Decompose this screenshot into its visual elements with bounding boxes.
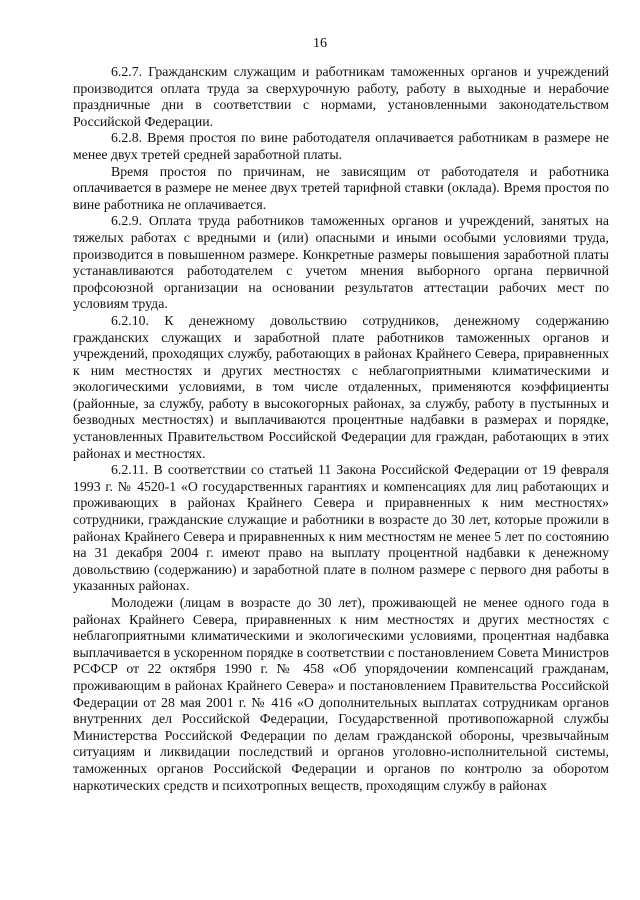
paragraph-6-2-9: 6.2.9. Оплата труда работников таможенных органов и учреждений, занятых на тяжелых работах с вредными и (или) опасными и иными особыми условиями труда, производится в повышенном размере. Конкретные размеры повышения заработной платы устанавливаются работодателем с учетом мнения выборного органа первичной профсоюзной организации на основании результатов аттестации рабочих мест по условиям труда. <box>73 213 609 312</box>
paragraph-youth: Молодежи (лицам в возрасте до 30 лет), проживающей не менее одного года в районах Крайнего Севера, приравненных к ним местностях и других местностях с неблагоприятными климатическими и экологическими условиями, процентная надбавка выплачивается в ускоренном порядке в соответствии с постановлением Совета Министров РСФСР от 22 октября 1990 г. № 458 «Об упорядочении компенсаций гражданам, проживающим в районах Крайнего Севера» и постановлением Правительства Российской Федерации от 28 мая 2001 г. № 416 «О дополнительных выплатах сотрудникам органов внутренних дел Российской Федерации, Государственной противопожарной службы Министерства Российской Федерации по делам гражданской обороны, чрезвычайным ситуациям и ликвидации последствий и органов уголовно-исполнительной системы, таможенных органов Российской Федерации и органов по контролю за оборотом наркотических средств и психотропных веществ, проходящим службу в районах <box>73 595 609 793</box>
paragraph-6-2-8: 6.2.8. Время простоя по вине работодателя оплачивается работникам в размере не менее двух третей средней заработной платы. <box>73 130 609 162</box>
paragraph-6-2-11: 6.2.11. В соответствии со статьей 11 Закона Российской Федерации от 19 февраля 1993 г. № 4520-1 «О государственных гарантиях и компенсациях для лиц работающих и проживающих в районах Крайнего Севера и приравненных к ним местностях» сотрудники, гражданские служащие и работники в возрасте до 30 лет, которые прожили в районах Крайнего Севера и приравненных к ним местностям не менее 5 лет по состоянию на 31 декабря 2004 г. имеют право на выплату процентной надбавки к денежному довольствию (содержанию) и заработной плате в полном размере с первого дня работы в указанных районах. <box>73 462 609 594</box>
page-number: 16 <box>313 36 327 51</box>
paragraph-6-2-10: 6.2.10. К денежному довольствию сотрудников, денежному содержанию гражданских служащих и заработной плате работников таможенных органов и учреждений, проходящих службу, работающих в районах Крайнего Севера, приравненных к ним местностях и других местностях с неблагоприятными климатическими и экологическими условиями, в том числе отдаленных, применяются коэффициенты (районные, за службу, работу в высокогорных районах, за службу, работу в пустынных и безводных местностях) и выплачиваются процентные надбавки в размерах и порядке, установленных Правительством Российской Федерации для граждан, работающих в этих районах и местностях. <box>73 312 609 461</box>
paragraph-6-2-7: 6.2.7. Гражданским служащим и работникам таможенных органов и учреждений производится оплата труда за сверхурочную работу, работу в выходные и нерабочие праздничные дни в соответствии с нормами, установленными законодательством Российской Федерации. <box>73 64 609 129</box>
paragraph-idle-time: Время простоя по причинам, не зависящим от работодателя и работника оплачивается в размере не менее двух третей тарифной ставки (оклада). Время простоя по вине работника не оплачивается. <box>73 163 609 212</box>
document-body <box>73 64 609 794</box>
